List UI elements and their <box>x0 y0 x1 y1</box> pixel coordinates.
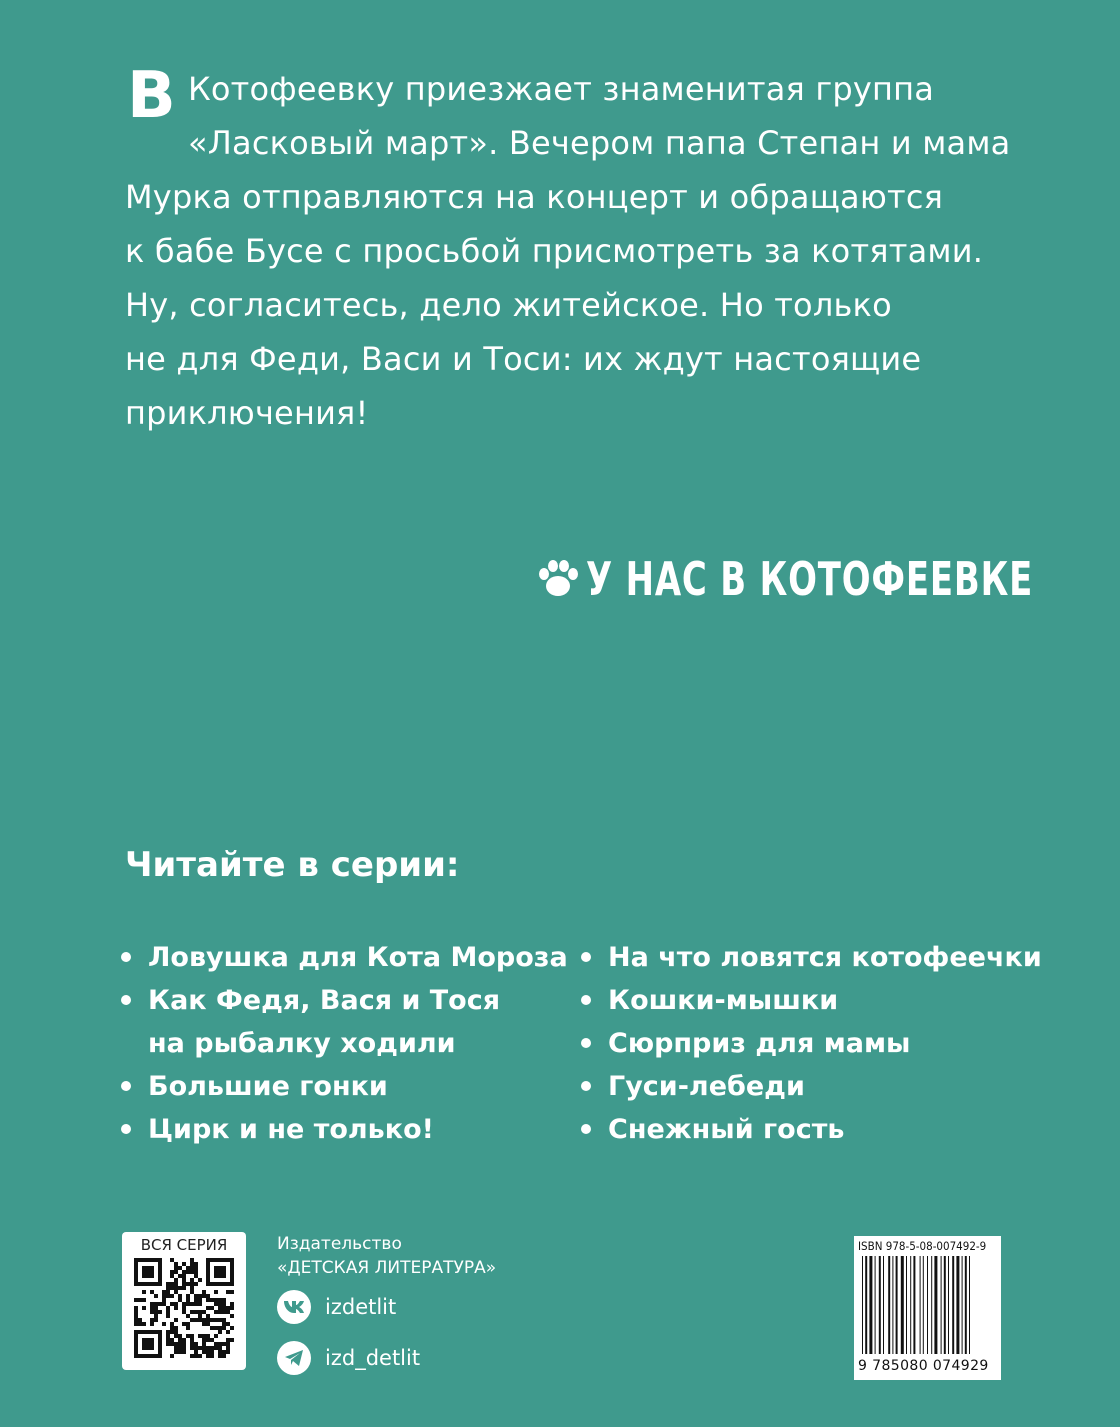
intro-line: «Ласковый март». Вечером папа Степан и мама <box>187 124 1011 162</box>
vk-link[interactable] <box>277 1290 396 1324</box>
intro-line: Ну, согласитесь, дело житейское. Но только <box>125 286 892 324</box>
telegram-icon <box>277 1341 311 1375</box>
barcode-icon <box>860 1256 995 1356</box>
bullet-icon <box>581 995 591 1005</box>
book-list-right <box>578 936 1042 1151</box>
list-item <box>578 1065 1018 1108</box>
publisher-info <box>277 1232 496 1280</box>
isbn-number: ISBN 978-5-08-007492-9 <box>858 1239 987 1253</box>
book-title: Как Федя, Вася и Тося <box>148 985 501 1016</box>
bullet-icon <box>121 995 131 1005</box>
publisher-name: «ДЕТСКАЯ ЛИТЕРАТУРА» <box>277 1258 497 1278</box>
bullet-icon <box>121 1124 131 1134</box>
vk-handle: izdetlit <box>325 1295 397 1319</box>
bullet-icon <box>581 1081 591 1091</box>
telegram-link[interactable] <box>277 1341 420 1375</box>
qr-code-block[interactable] <box>122 1232 246 1370</box>
book-title: Гуси-лебеди <box>608 1071 805 1102</box>
list-item <box>578 1108 1018 1151</box>
list-item <box>118 979 558 1065</box>
book-title: Сюрприз для мамы <box>608 1028 911 1059</box>
drop-cap: В <box>127 59 176 133</box>
list-item <box>118 1108 558 1151</box>
intro-line: приключения! <box>125 394 369 432</box>
list-item <box>118 936 568 979</box>
list-item <box>578 979 1018 1022</box>
intro-paragraph <box>125 59 1025 440</box>
bullet-icon <box>581 1124 591 1134</box>
ean-number: 9 785080 074929 <box>858 1358 989 1374</box>
intro-line: не для Феди, Васи и Тоси: их ждут настоящие <box>125 340 922 378</box>
series-logo <box>538 552 1120 606</box>
paw-icon <box>538 556 578 602</box>
book-title: Ловушка для Кота Мороза <box>148 942 568 973</box>
book-title: На что ловятся котофеечки <box>608 942 1042 973</box>
isbn-barcode-block <box>854 1236 1001 1380</box>
book-list-left <box>118 936 568 1151</box>
vk-icon <box>277 1290 311 1324</box>
intro-line: Котофеевку приезжает знаменитая группа <box>187 70 935 108</box>
intro-line: к бабе Бусе с просьбой присмотреть за котятами. <box>125 232 984 270</box>
bullet-icon <box>581 952 591 962</box>
list-item <box>578 936 1042 979</box>
series-name: У НАС В КОТОФЕЕВКЕ <box>586 552 1034 606</box>
book-title-continued: на рыбалку ходили <box>148 1028 456 1059</box>
qr-label: ВСЯ СЕРИЯ <box>140 1236 228 1254</box>
qr-code-icon <box>134 1258 234 1358</box>
book-title: Большие гонки <box>148 1071 388 1102</box>
book-title: Цирк и не только! <box>148 1114 434 1145</box>
bullet-icon <box>121 1081 131 1091</box>
book-title: Снежный гость <box>608 1114 845 1145</box>
bullet-icon <box>581 1038 591 1048</box>
bullet-icon <box>121 952 131 962</box>
list-item <box>118 1065 558 1108</box>
publisher-label: Издательство <box>277 1234 402 1254</box>
intro-line: Мурка отправляются на концерт и обращаются <box>125 178 944 216</box>
telegram-handle: izd_detlit <box>325 1346 421 1370</box>
book-title: Кошки-мышки <box>608 985 839 1016</box>
read-in-series-title: Читайте в серии: <box>125 845 460 885</box>
list-item <box>578 1022 1018 1065</box>
